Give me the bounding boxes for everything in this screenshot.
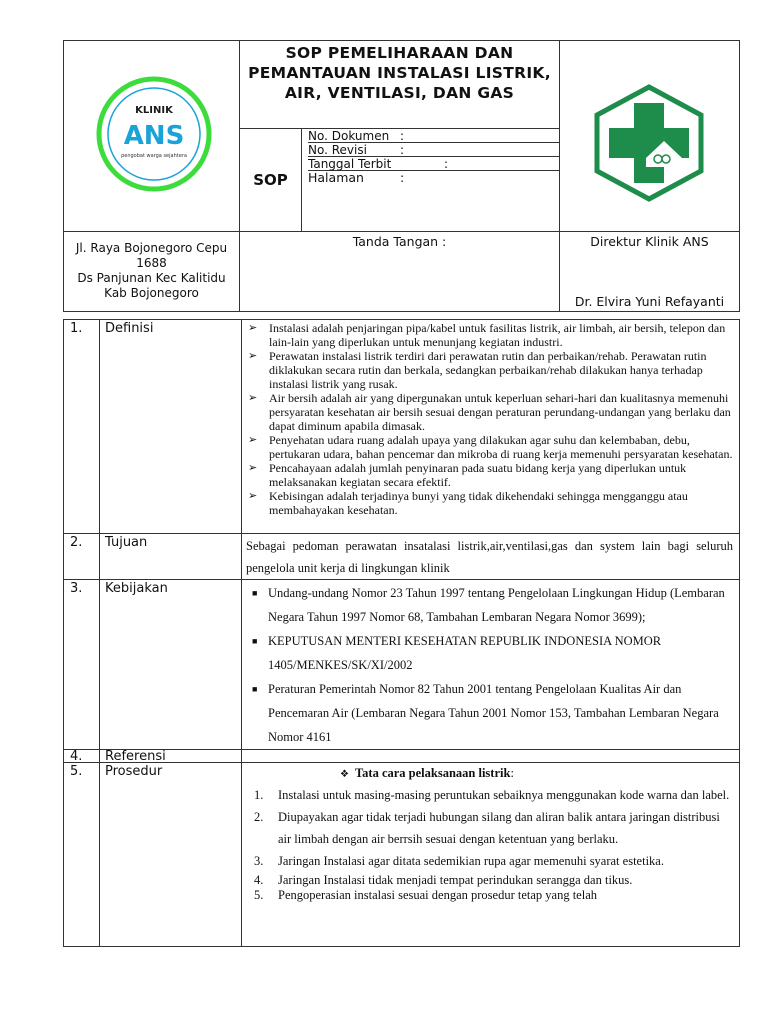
health-cross-emblem-icon xyxy=(560,41,738,227)
section-number: 5. xyxy=(64,763,100,947)
policy-list xyxy=(246,581,733,749)
document-meta xyxy=(302,129,560,232)
arrow-bullet-icon: ➢ xyxy=(248,434,258,446)
section-definisi xyxy=(64,320,740,534)
prosedur-content xyxy=(242,763,740,947)
list-item: 4. Jaringan Instalasi tidak menjadi tempat perindukan serangga dan tikus. xyxy=(254,873,633,887)
tujuan-text: Sebagai pedoman perawatan insatalasi listrik,air,ventilasi,gas dan system lain bagi seluruh pengelola unit kerja di lingkungan klinik xyxy=(242,534,740,580)
document-title: SOP PEMELIHARAAN DAN PEMANTAUAN INSTALASI LISTRIK, AIR, VENTILASI, DAN GAS xyxy=(240,41,560,129)
list-item: ➢ Perawatan instalasi listrik terdiri dari perawatan rutin dan perbaikan/rehab. Perawatan rutin diklakukan secara rutin dan berkala, sedangkan perbaikan/rehab dilakukan hanya terhadap instalasi listrik yang rusak. xyxy=(248,349,707,391)
diamond-bullet-icon: ❖ xyxy=(340,769,349,780)
section-number: 3. xyxy=(64,580,100,750)
clinic-logo xyxy=(64,41,238,227)
square-bullet-icon: ■ xyxy=(252,588,258,598)
meta-row-page: Halaman : xyxy=(308,170,405,186)
section-tujuan xyxy=(64,534,740,580)
square-bullet-icon: ■ xyxy=(252,636,258,646)
prosedur-subtitle: ❖ Tata cara pelaksanaan listrik: xyxy=(340,766,514,780)
sop-content-table xyxy=(63,319,740,947)
list-item: ➢ Pencahayaan adalah jumlah penyinaran pada suatu bidang kerja yang diperlukan untuk melaksanakan kegiatan secara efektif. xyxy=(248,461,687,489)
kebijakan-content xyxy=(242,580,740,750)
square-bullet-icon: ■ xyxy=(252,684,258,694)
section-label: Kebijakan xyxy=(100,580,242,750)
clinic-address: Jl. Raya Bojonegoro Cepu 1688 Ds Panjunan Kec Kalitidu Kab Bojonegoro xyxy=(64,232,240,312)
meta-row-document-number: No. Dokumen : xyxy=(308,129,559,143)
meta-row-issue-date: Tanggal Terbit : xyxy=(308,157,559,171)
section-prosedur xyxy=(64,763,740,947)
section-kebijakan xyxy=(64,580,740,750)
signature-cell xyxy=(240,232,560,312)
arrow-bullet-icon: ➢ xyxy=(248,490,258,502)
definition-list xyxy=(246,321,733,517)
list-item: ➢ Penyehatan udara ruang adalah upaya yang dilakukan agar suhu dan kelembaban, debu, pertukaran udara, bahan pencemar dan mikroba di ruang kerja memenuhi persyaratan kesehatan. xyxy=(248,433,733,461)
list-item: 2. Diupayakan agar tidak terjadi hubungan silang dan aliran balik antara jaringan distribusi air limbah dengan air berrsih sesuai dengan ketentuan yang berlaku. xyxy=(254,810,720,846)
list-item: 1. Instalasi untuk masing-masing peruntukan sebaiknya menggunakan kode warna dan label. xyxy=(254,788,730,802)
arrow-bullet-icon: ➢ xyxy=(248,462,258,474)
logo-klinik-text: KLINIK xyxy=(135,105,173,116)
arrow-bullet-icon: ➢ xyxy=(248,392,258,404)
list-item: 3. Jaringan Instalasi agar ditata sedemikian rupa agar memenuhi syarat estetika. xyxy=(254,854,664,868)
procedure-steps xyxy=(246,784,733,902)
health-emblem-cell xyxy=(560,41,740,232)
list-item: 5. Pengoperasian instalasi sesuai dengan prosedur tetap yang telah xyxy=(254,888,598,902)
section-number: 4. xyxy=(64,750,100,763)
arrow-bullet-icon: ➢ xyxy=(248,322,258,334)
section-label: Tujuan xyxy=(100,534,242,580)
director-cell xyxy=(560,232,740,312)
section-referensi xyxy=(64,750,740,763)
list-item: ➢ Kebisingan adalah terjadinya bunyi yang tidak dikehendaki sehingga mengganggu atau membahayakan kesehatan. xyxy=(248,489,688,517)
sop-header-table xyxy=(63,40,740,312)
referensi-text xyxy=(242,750,740,763)
sop-label: SOP xyxy=(240,129,302,232)
list-item: ➢ Air bersih adalah air yang dipergunakan untuk keperluan sehari-hari dan kualitasnya memenuhi persyaratan kesehatan air bersih sesuai dengan peraturan perundang-undangan yang berlaku dan dapat diminum apabila dimasak. xyxy=(248,391,731,433)
clinic-logo-cell xyxy=(64,41,240,232)
section-label: Prosedur xyxy=(100,763,242,947)
section-number: 2. xyxy=(64,534,100,580)
list-item: ➢ Instalasi adalah penjaringan pipa/kabel untuk fasilitas listrik, air limbah, air bersih, telepon dan lain-lain yang diperlukan untuk menunjang kegiatan industri. xyxy=(248,321,726,349)
logo-brand-text: ANS xyxy=(123,121,185,151)
logo-tagline-text: pengobat warga sejahtera xyxy=(121,153,187,159)
definisi-content xyxy=(242,320,740,534)
section-label: Referensi xyxy=(100,750,242,763)
meta-row-revision: No. Revisi : xyxy=(308,143,559,157)
list-item: ■ Undang-undang Nomor 23 Tahun 1997 tentang Pengelolaan Lingkungan Hidup (Lembaran Negara Tahun 1997 Nomor 68, Tambahan Lembaran Negara Nomor 3699); xyxy=(246,581,733,629)
director-title: Direktur Klinik ANS xyxy=(590,234,709,249)
director-name: Dr. Elvira Yuni Refayanti xyxy=(574,294,725,309)
signature-label: Tanda Tangan : xyxy=(352,234,447,249)
section-number: 1. xyxy=(64,320,100,534)
section-label: Definisi xyxy=(100,320,242,534)
list-item: ■ KEPUTUSAN MENTERI KESEHATAN REPUBLIK INDONESIA NOMOR 1405/MENKES/SK/XI/2002 xyxy=(246,629,733,677)
list-item: ■ Peraturan Pemerintah Nomor 82 Tahun 2001 tentang Pengelolaan Kualitas Air dan Pencemaran Air (Lembaran Negara Tahun 2001 Nomor 153, Tambahan Lembaran Negara Nomor 4161 xyxy=(246,677,733,749)
arrow-bullet-icon: ➢ xyxy=(248,350,258,362)
